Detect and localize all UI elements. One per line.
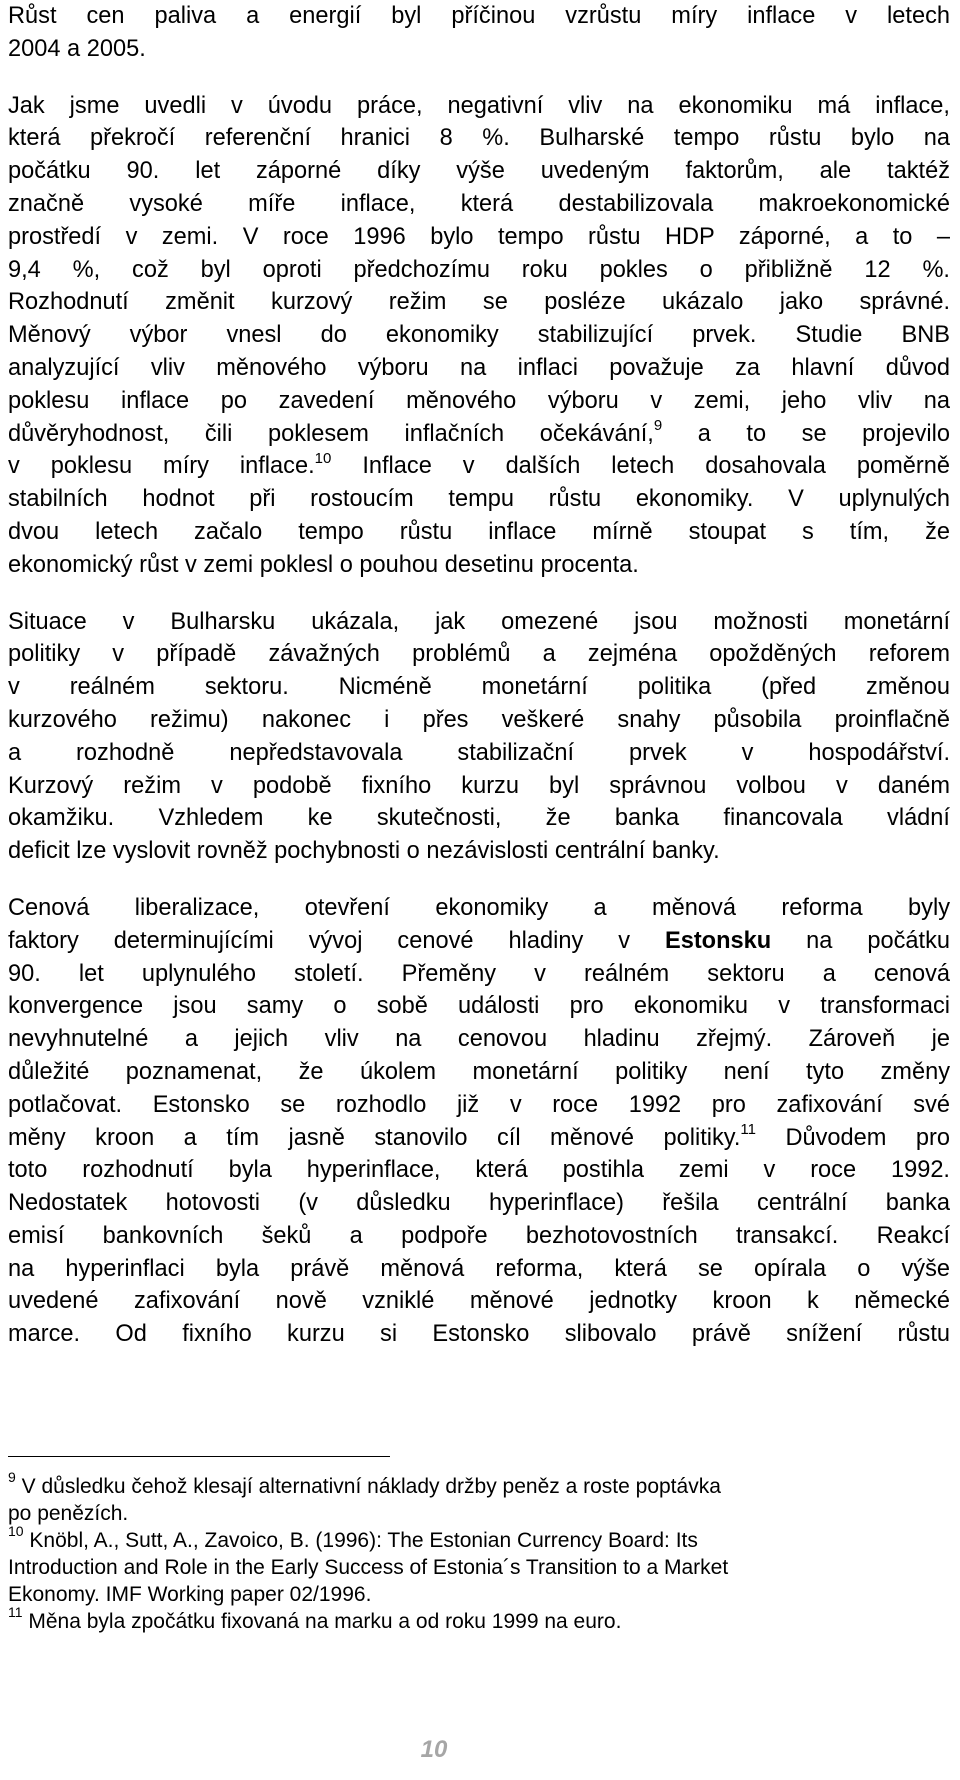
text-line: Jak jsme uvedli v úvodu práce, negativní vliv na ekonomiku má inflace, <box>8 92 950 119</box>
text-line: Růst cen paliva a energií byl příčinou vzrůstu míry inflace v letech <box>8 3 950 29</box>
text-line: a rozhodně nepředstavovala stabilizační prvek v hospodářství. <box>8 739 950 766</box>
text-line: Kurzový režim v podobě fixního kurzu byl správnou volbou v daném <box>8 772 950 799</box>
footnote-line: po penězích. <box>8 1502 129 1525</box>
text-line: Rozhodnutí změnit kurzový režim se posléze ukázalo jako správné. <box>8 289 950 316</box>
text-line: ekonomický růst v zemi poklesl o pouhou desetinu procenta. <box>8 551 639 578</box>
text-segment: a to se projevilo <box>662 420 950 447</box>
text-segment: Důvodem pro <box>755 1124 950 1151</box>
text-line: konvergence jsou samy o sobě události pro ekonomiku v transformaci <box>8 993 950 1020</box>
text-line: která překročí referenční hranici 8 %. Bulharské tempo růstu bylo na <box>8 125 950 152</box>
text-segment: na počátku <box>771 927 950 954</box>
text-segment: Inflace v dalších letech dosahovala poměrně <box>331 453 950 480</box>
footnote-9 <box>8 1469 950 1527</box>
text-line: deficit lze vyslovit rovněž pochybnosti o nezávislosti centrální banky. <box>8 838 720 865</box>
footnote-line <box>8 1469 950 1500</box>
footnote-line: Ekonomy. IMF Working paper 02/1996. <box>8 1583 372 1606</box>
footnote-reference-10[interactable]: 10 <box>314 449 332 467</box>
text-line: v reálném sektoru. Nicméně monetární politika (před změnou <box>8 674 950 701</box>
text-line: marce. Od fixního kurzu si Estonsko slibovalo právě snížení růstu <box>8 1321 950 1348</box>
footnote-mark: 10 <box>8 1523 24 1539</box>
footnote-separator <box>8 1456 390 1457</box>
text-line: 90. let uplynulého století. Přeměny v reálném sektoru a cenová <box>8 960 950 987</box>
text-line: důležité poznamenat, že úkolem monetární politiky není tyto změny <box>8 1058 950 1085</box>
footnote-line <box>8 1523 950 1554</box>
text-segment: důvěryhodnost, čili poklesem inflačních očekávání, <box>8 420 654 447</box>
footnote-mark: 11 <box>8 1604 23 1620</box>
text-line: uvedené zafixování nově vzniklé měnové jednotky kroon k německé <box>8 1288 950 1315</box>
text-line: toto rozhodnutí byla hyperinflace, která postihla zemi v roce 1992. <box>8 1157 950 1184</box>
text-line: Cenová liberalizace, otevření ekonomiky a měnová reforma byly <box>8 894 950 921</box>
text-line <box>8 925 950 958</box>
footnote-text: V důsledku čehož klesají alternativní náklady držby peněz a roste poptávka <box>15 1475 721 1498</box>
text-line: emisí bankovních šeků a podpoře bezhotovostních transakcí. Reakcí <box>8 1222 950 1249</box>
text-line: stabilních hodnot při rostoucím tempu růstu ekonomiky. V uplynulých <box>8 486 950 513</box>
paragraph-bulgaria-inflation <box>8 90 950 582</box>
text-segment: v poklesu míry inflace. <box>8 453 315 480</box>
text-line: Měnový výbor vnesl do ekonomiky stabilizující prvek. Studie BNB <box>8 322 950 349</box>
text-line: Nedostatek hotovosti (v důsledku hyperinflace) řešila centrální banka <box>8 1190 950 1217</box>
text-line: politiky v případě závažných problémů a zejména opožděných reforem <box>8 641 950 668</box>
footnote-line <box>8 1604 950 1635</box>
text-line: okamžiku. Vzhledem ke skutečnosti, že banka financovala vládní <box>8 805 950 832</box>
text-line: nevyhnutelné a jejich vliv na cenovou hladinu zřejmý. Zároveň je <box>8 1026 950 1053</box>
footnote-text: Měna byla zpočátku fixovaná na marku a od roku 1999 na euro. <box>22 1610 622 1633</box>
footnote-reference-9[interactable]: 9 <box>653 416 663 434</box>
footnote-text: Knöbl, A., Sutt, A., Zavoico, B. (1996): The Estonian Currency Board: Its <box>23 1529 698 1552</box>
text-segment: měny kroon a tím jasně stanovilo cíl měnové politiky. <box>8 1124 741 1151</box>
text-line: 9,4 %, což byl oproti předchozímu roku pokles o přibližně 12 %. <box>8 256 950 283</box>
text-line: kurzového režimu) nakonec i přes veškeré snahy působila proinflačně <box>8 706 950 733</box>
text-line: značně vysoké míře inflace, která destabilizovala makroekonomické <box>8 190 950 217</box>
emphasized-country: Estonsku <box>664 927 772 954</box>
text-line: počátku 90. let záporné díky výše uvedeným faktorům, ale taktéž <box>8 158 950 185</box>
page-number: 10 <box>420 1736 448 1763</box>
text-line: na hyperinflaci byla právě měnová reforma, která se opírala o výše <box>8 1255 950 1282</box>
paragraph-continuation <box>8 0 950 66</box>
footnote-11 <box>8 1604 950 1635</box>
footnotes <box>8 1469 950 1635</box>
paragraph-estonia <box>8 892 950 1351</box>
footnote-reference-11[interactable]: 11 <box>740 1120 756 1138</box>
text-line: Situace v Bulharsku ukázala, jak omezené jsou možnosti monetární <box>8 608 950 635</box>
text-line: 2004 a 2005. <box>8 35 146 62</box>
paragraph-bulgaria-conclusion <box>8 606 950 868</box>
footnote-10 <box>8 1523 950 1608</box>
document-page <box>8 0 950 1780</box>
text-line <box>8 418 950 451</box>
body-text <box>8 0 950 1351</box>
footnote-line: Introduction and Role in the Early Success of Estonia´s Transition to a Market <box>8 1556 729 1579</box>
text-line: poklesu inflace po zavedení měnového výboru v zemi, jeho vliv na <box>8 387 950 414</box>
text-line <box>8 450 950 483</box>
text-line: potlačovat. Estonsko se rozhodlo již v roce 1992 pro zafixování své <box>8 1091 950 1118</box>
text-segment: faktory determinujícími vývoj cenové hladiny v <box>8 927 665 954</box>
text-line: prostředí v zemi. V roce 1996 bylo tempo růstu HDP záporné, a to – <box>8 223 950 250</box>
text-line: dvou letech začalo tempo růstu inflace mírně stoupat s tím, že <box>8 518 950 545</box>
footnote-mark: 9 <box>8 1469 16 1485</box>
text-line: analyzující vliv měnového výboru na inflaci považuje za hlavní důvod <box>8 354 950 381</box>
text-line <box>8 1122 950 1155</box>
